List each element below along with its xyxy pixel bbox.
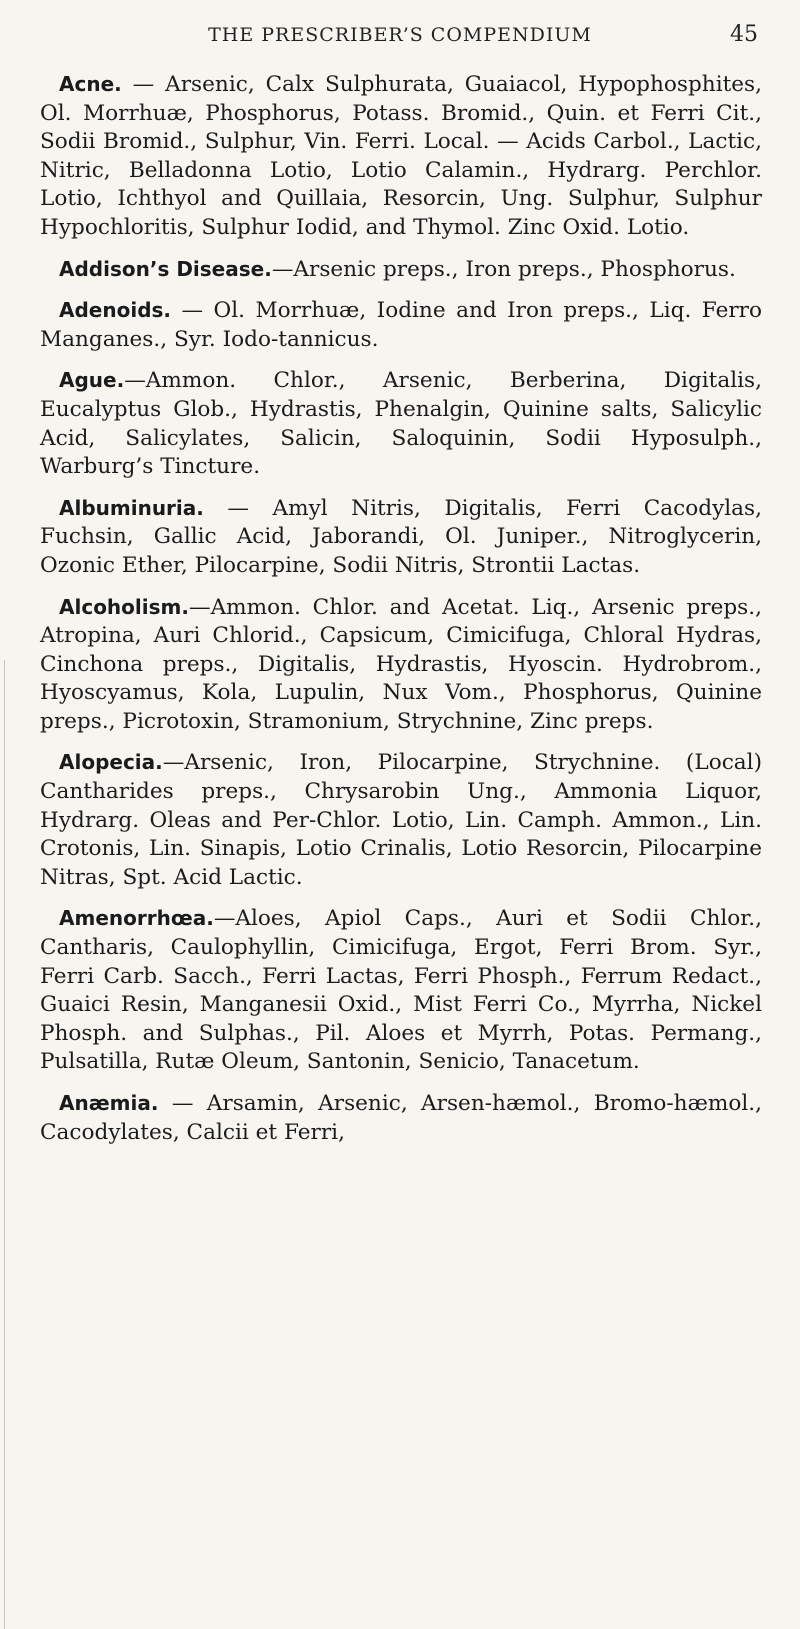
entry-text: —Ammon. Chlor. and Acetat. Liq., Arsenic preps., Atropina, Auri Chlorid., Capsicum, Cimicifuga, Chloral Hydras, Cinchona preps., Digitalis, Hydrastis, Hyoscin. Hydrobrom., Hyoscyamus, Kola, Lupulin, Nux Vom., Phosphorus, Quinine preps., Picrotoxin, Stramonium, Strychnine, Zinc preps.	[40, 594, 762, 734]
entry-alopecia	[40, 748, 762, 892]
entry-term: Alcoholism.	[59, 594, 189, 619]
entry-alcoholism	[40, 593, 762, 737]
page-edge-line	[4, 660, 5, 1629]
entry-text: —Aloes, Apiol Caps., Auri et Sodii Chlor., Cantharis, Caulophyllin, Cimicifuga, Ergot, Ferri Brom. Syr., Ferri Carb. Sacch., Ferri Lactas, Ferri Phosph., Ferrum Redact., Guaici Resin, Manganesii Oxid., Mist Ferri Co., Myrrha, Nickel Phosph. and Sulphas., Pil. Aloes et Myrrh, Potas. Permang., Pulsatilla, Rutæ Oleum, Santonin, Senicio, Tanacetum.	[40, 906, 762, 1075]
entry-text: — Ol. Morrhuæ, Iodine and Iron preps., Liq. Ferro Manganes., Syr. Iodo-tannicus.	[40, 298, 762, 352]
entry-addisons-disease	[40, 255, 762, 285]
entry-amenorrhoea	[40, 904, 762, 1077]
entry-albuminuria	[40, 494, 762, 581]
entry-term: Alopecia.	[59, 750, 163, 775]
entry-term: Anæmia.	[59, 1091, 159, 1115]
entry-text: — Arsenic, Calx Sulphurata, Guaiacol, Hypophosphites, Ol. Morrhuæ, Phosphorus, Potass. Bromid., Quin. et Ferri Cit., Sodii Bromid., Sulphur, Vin. Ferri. Local. — Acids Carbol., Lactic, Nitric, Belladonna Lotio, Lotio Calamin., Hydrarg. Perchlor. Lotio, Ichthyol and Quillaia, Resorcin, Ung. Sulphur, Sulphur Hypochloritis, Sulphur Iodid, and Thymol. Zinc Oxid. Lotio.	[40, 72, 762, 240]
entry-term: Adenoids.	[59, 298, 172, 323]
entry-text: —Arsenic, Iron, Pilocarpine, Strychnine. (Local) Cantharides preps., Chrysarobin Ung., Ammonia Liquor, Hydrarg. Oleas and Per-Chlor. Lotio, Lin. Camph. Ammon., Lin. Crotonis, Lin. Sinapis, Lotio Crinalis, Lotio Resorcin, Pilocarpine Nitras, Spt. Acid Lactic.	[40, 750, 762, 890]
entry-text: — Arsamin, Arsenic, Arsen-hæmol., Bromo-hæmol., Cacodylates, Calcii et Ferri,	[40, 1091, 762, 1145]
entry-acne	[40, 70, 762, 243]
page-number: 45	[730, 22, 758, 47]
page-header	[0, 10, 800, 50]
running-head: THE PRESCRIBER’S COMPENDIUM	[208, 24, 592, 46]
entry-text: —Ammon. Chlor., Arsenic, Berberina, Digitalis, Eucalyptus Glob., Hydrastis, Phenalgin, Quinine salts, Salicylic Acid, Salicylates, Salicin, Saloquinin, Sodii Hyposulph., Warburg’s Tincture.	[40, 368, 762, 480]
entry-text: —Arsenic preps., Iron preps., Phosphorus.	[271, 256, 736, 282]
entry-term: Amenorrhœa.	[59, 906, 214, 931]
entry-anaemia	[40, 1089, 762, 1147]
entry-term: Acne.	[59, 72, 122, 96]
entry-term: Addison’s Disease.	[59, 256, 272, 281]
entry-term: Albuminuria.	[59, 495, 204, 520]
compendium-entries	[40, 70, 762, 1159]
entry-adenoids	[40, 296, 762, 354]
entry-ague	[40, 366, 762, 481]
entry-term: Ague.	[59, 368, 125, 393]
entry-text: — Amyl Nitris, Digitalis, Ferri Cacodylas, Fuchsin, Gallic Acid, Jaborandi, Ol. Juniper., Nitroglycerin, Ozonic Ether, Pilocarpine, Sodii Nitris, Strontii Lactas.	[40, 495, 762, 578]
